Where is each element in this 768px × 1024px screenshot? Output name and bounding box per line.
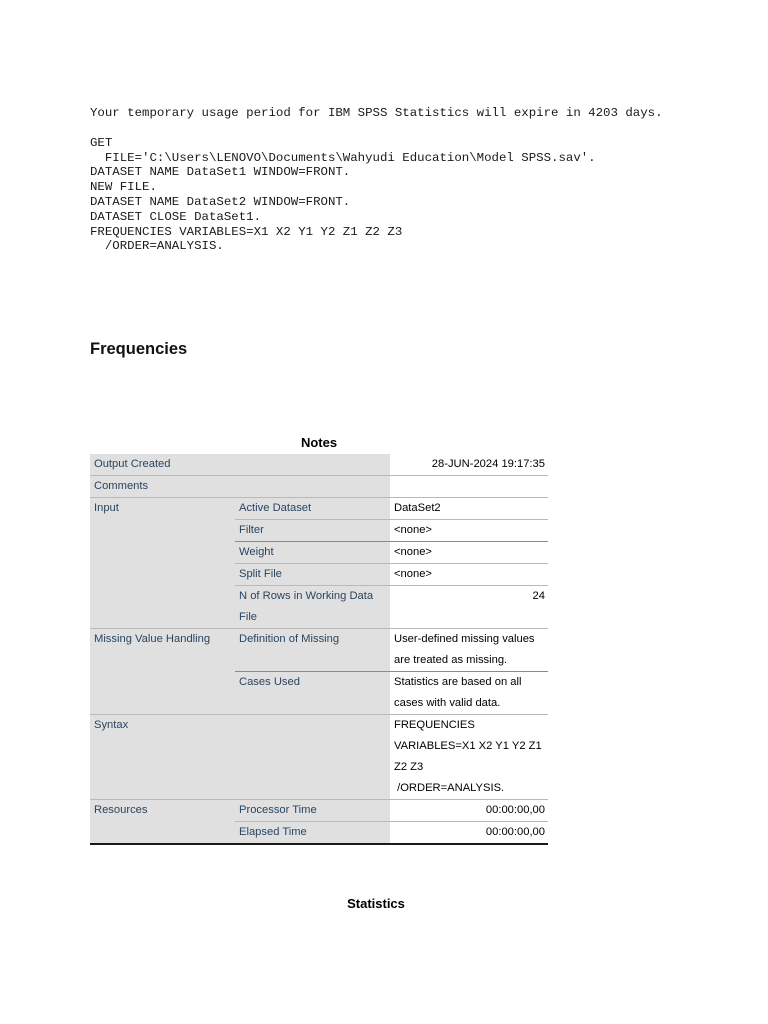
statistics-table-title: Statistics (347, 896, 405, 911)
sub-label-cases-used: Cases Used (235, 672, 390, 715)
syntax-value (390, 715, 548, 800)
syntax-line: GET (90, 135, 113, 150)
syntax-line: DATASET NAME DataSet1 WINDOW=FRONT. (90, 165, 351, 180)
syntax-line: DATASET NAME DataSet2 WINDOW=FRONT. (90, 194, 351, 209)
table-row (90, 629, 548, 672)
definition-of-missing-value: User-defined missing values are treated as missing. (390, 629, 548, 672)
split-file-value: <none> (390, 564, 548, 586)
sub-label-elapsed-time: Elapsed Time (235, 822, 390, 845)
syntax-value-line: FREQUENCIES VARIABLES=X1 X2 Y1 Y2 Z1 Z2 Z3 (394, 719, 542, 773)
syntax-line: FREQUENCIES VARIABLES=X1 X2 Y1 Y2 Z1 Z2 Z3 (90, 224, 403, 239)
row-label-resources: Resources (90, 800, 235, 845)
row-label-input: Input (90, 498, 235, 629)
comments-value (390, 476, 548, 498)
syntax-line: /ORDER=ANALYSIS. (90, 239, 224, 254)
sub-label-weight: Weight (235, 542, 390, 564)
notes-table-title: Notes (300, 435, 338, 450)
table-row (90, 476, 548, 498)
table-row (90, 715, 548, 800)
row-label-syntax: Syntax (90, 715, 390, 800)
notes-table (90, 454, 548, 845)
sub-label-n-rows: N of Rows in Working Data File (235, 586, 390, 629)
table-row (90, 498, 548, 520)
active-dataset-value: DataSet2 (390, 498, 548, 520)
elapsed-time-value: 00:00:00,00 (390, 822, 548, 845)
syntax-line: NEW FILE. (90, 180, 157, 195)
row-label-comments: Comments (90, 476, 390, 498)
output-created-value: 28-JUN-2024 19:17:35 (390, 454, 548, 476)
syntax-value-line: /ORDER=ANALYSIS. (394, 782, 505, 794)
weight-value: <none> (390, 542, 548, 564)
filter-value: <none> (390, 520, 548, 542)
frequencies-heading: Frequencies (90, 340, 188, 358)
n-rows-value: 24 (390, 586, 548, 629)
row-label-output-created: Output Created (90, 454, 390, 476)
cases-used-value: Statistics are based on all cases with valid data. (390, 672, 548, 715)
license-message: Your temporary usage period for IBM SPSS Statistics will expire in 4203 days. (90, 106, 663, 120)
sub-label-definition-of-missing: Definition of Missing (235, 629, 390, 672)
syntax-line: DATASET CLOSE DataSet1. (90, 209, 262, 224)
processor-time-value: 00:00:00,00 (390, 800, 548, 822)
table-row (90, 800, 548, 822)
sub-label-processor-time: Processor Time (235, 800, 390, 822)
sub-label-split-file: Split File (235, 564, 390, 586)
log-spacer (90, 121, 663, 136)
syntax-line: FILE='C:\Users\LENOVO\Documents\Wahyudi Education\Model SPSS.sav'. (90, 150, 596, 165)
sub-label-filter: Filter (235, 520, 390, 542)
sub-label-active-dataset: Active Dataset (235, 498, 390, 520)
row-label-missing-value-handling: Missing Value Handling (90, 629, 235, 715)
table-row (90, 454, 548, 476)
output-log (90, 106, 663, 254)
